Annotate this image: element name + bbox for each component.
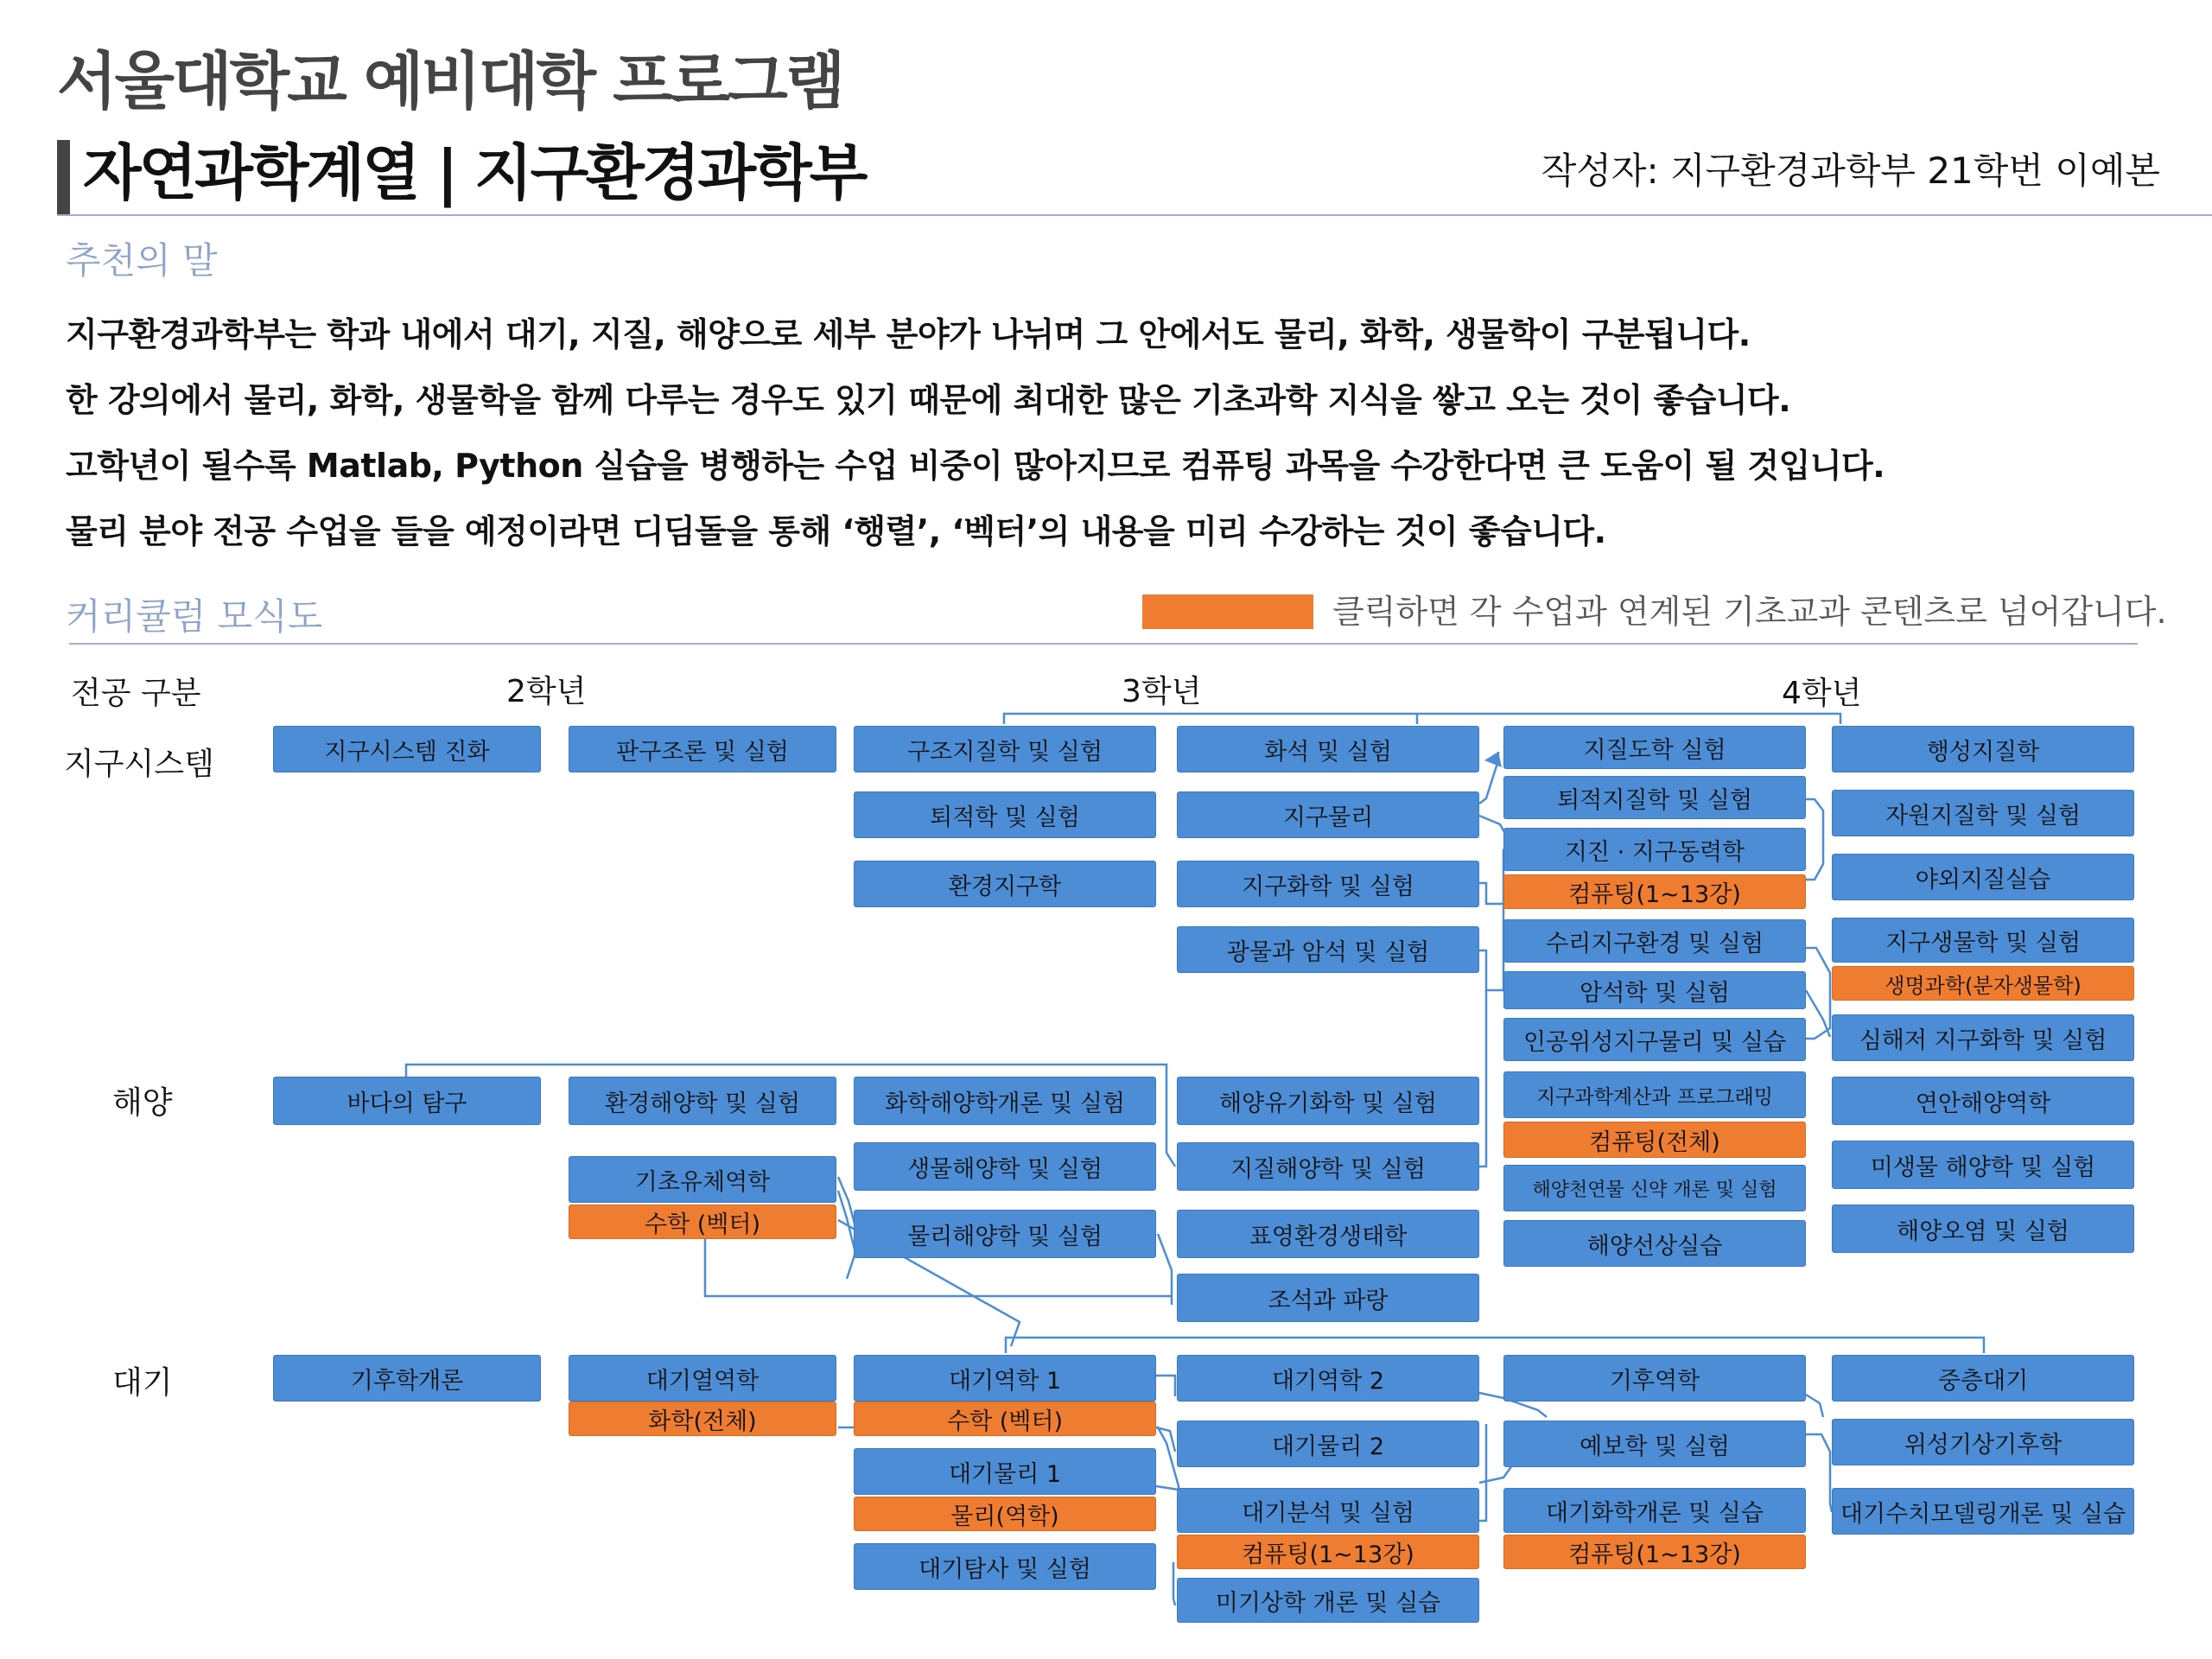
course-resource-geology[interactable]: 자원지질학 및 실험 bbox=[1832, 790, 2134, 836]
link-computing-atmos-analysis[interactable]: 컴퓨팅(1~13강) bbox=[1177, 1535, 1479, 1569]
course-satellite-meteorology[interactable]: 위성기상기후학 bbox=[1832, 1419, 2134, 1465]
link-math-vector[interactable]: 수학 (벡터) bbox=[569, 1205, 836, 1239]
course-atmospheric-dynamics-1[interactable]: 대기역학 1 bbox=[854, 1355, 1156, 1402]
course-plate-tectonics[interactable]: 판구조론 및 실험 bbox=[569, 726, 836, 772]
year4-header: 4학년 bbox=[1782, 676, 1862, 711]
course-earth-system-evolution[interactable]: 지구시스템 진화 bbox=[273, 726, 541, 772]
course-atmospheric-physics-1[interactable]: 대기물리 1 bbox=[854, 1448, 1156, 1495]
author-credit: 작성자: 지구환경과학부 21학번 이예본 bbox=[1541, 149, 2160, 192]
course-fossils[interactable]: 화석 및 실험 bbox=[1177, 726, 1479, 772]
course-chemical-oceanography[interactable]: 화학해양학개론 및 실험 bbox=[854, 1077, 1156, 1125]
course-marine-pollution[interactable]: 해양오염 및 실험 bbox=[1832, 1205, 2134, 1253]
link-computing-all[interactable]: 컴퓨팅(전체) bbox=[1503, 1122, 1806, 1158]
course-geophysics[interactable]: 지구물리 bbox=[1177, 791, 1479, 838]
course-microbial-oceanography[interactable]: 미생물 해양학 및 실험 bbox=[1832, 1141, 2134, 1189]
link-computing-1-13[interactable]: 컴퓨팅(1~13강) bbox=[1503, 874, 1806, 909]
course-atmospheric-observation[interactable]: 대기탐사 및 실험 bbox=[854, 1543, 1156, 1590]
program-title: 서울대학교 예비대학 프로그램 bbox=[57, 45, 843, 118]
course-fluid-mechanics[interactable]: 기초유체역학 bbox=[569, 1156, 836, 1203]
major-column-header: 전공 구분 bbox=[71, 676, 201, 711]
year3-header: 3학년 bbox=[1122, 674, 1202, 709]
course-field-geology[interactable]: 야외지질실습 bbox=[1832, 854, 2134, 900]
course-environmental-geoscience[interactable]: 환경지구학 bbox=[854, 861, 1156, 907]
course-hydrogeology[interactable]: 수리지구환경 및 실험 bbox=[1503, 919, 1806, 963]
course-geological-oceanography[interactable]: 지질해양학 및 실험 bbox=[1177, 1142, 1479, 1191]
course-seismology-geodynamics[interactable]: 지진 · 지구동력학 bbox=[1503, 828, 1806, 871]
course-micrometeorology[interactable]: 미기상학 개론 및 실습 bbox=[1177, 1578, 1479, 1623]
link-chemistry-all[interactable]: 화학(전체) bbox=[569, 1402, 836, 1436]
course-petrology[interactable]: 암석학 및 실험 bbox=[1503, 971, 1806, 1009]
course-weather-forecasting[interactable]: 예보학 및 실험 bbox=[1503, 1421, 1806, 1467]
course-climate-dynamics[interactable]: 기후역학 bbox=[1503, 1355, 1806, 1402]
link-math-vector-atmos[interactable]: 수학 (벡터) bbox=[854, 1402, 1156, 1436]
course-geobiology[interactable]: 지구생물학 및 실험 bbox=[1832, 918, 2134, 963]
course-satellite-geophysics[interactable]: 인공위성지구물리 및 실습 bbox=[1503, 1018, 1806, 1061]
department-title: 자연과학계열 | 지구환경과학부 bbox=[83, 137, 866, 208]
year2-header: 2학년 bbox=[506, 674, 587, 709]
course-physical-oceanography[interactable]: 물리해양학 및 실험 bbox=[854, 1210, 1156, 1258]
recommendation-heading: 추천의 말 bbox=[66, 239, 218, 282]
course-environmental-oceanography[interactable]: 환경해양학 및 실험 bbox=[569, 1077, 836, 1125]
recommendation-line-1: 지구환경과학부는 학과 내에서 대기, 지질, 해양으로 세부 분야가 나뉘며 그 안에서도 물리, 화학, 생물학이 구분됩니다. bbox=[66, 315, 1751, 353]
recommendation-line-2: 한 강의에서 물리, 화학, 생물학을 함께 다루는 경우도 있기 때문에 최대한 많은 기초과학 지식을 쌓고 오는 것이 좋습니다. bbox=[66, 381, 1791, 419]
course-tides-waves[interactable]: 조석과 파랑 bbox=[1177, 1274, 1479, 1322]
row-label-atmosphere: 대기 bbox=[112, 1365, 173, 1401]
course-marine-natural-products[interactable]: 해양천연물 신약 개론 및 실험 bbox=[1503, 1165, 1806, 1211]
course-geochemistry[interactable]: 지구화학 및 실험 bbox=[1177, 861, 1479, 907]
course-shipboard-practice[interactable]: 해양선상실습 bbox=[1503, 1220, 1806, 1267]
row-label-ocean: 해양 bbox=[112, 1085, 173, 1121]
recommendation-line-4: 물리 분야 전공 수업을 들을 예정이라면 디딤돌을 통해 ‘행렬’, ‘벡터’의 내용을 미리 수강하는 것이 좋습니다. bbox=[66, 512, 1606, 550]
course-atmospheric-analysis[interactable]: 대기분석 및 실험 bbox=[1177, 1488, 1479, 1533]
curriculum-heading: 커리큘럼 모식도 bbox=[66, 595, 323, 638]
course-planetary-geology[interactable]: 행성지질학 bbox=[1832, 726, 2134, 772]
course-atmospheric-dynamics-2[interactable]: 대기역학 2 bbox=[1177, 1355, 1479, 1402]
course-geoscience-computing[interactable]: 지구과학계산과 프로그래밍 bbox=[1503, 1071, 1806, 1118]
course-intro-climatology[interactable]: 기후학개론 bbox=[273, 1355, 541, 1402]
course-minerals-rocks[interactable]: 광물과 암석 및 실험 bbox=[1177, 926, 1479, 973]
course-structural-geology[interactable]: 구조지질학 및 실험 bbox=[854, 726, 1156, 772]
legend-text: 클릭하면 각 수업과 연계된 기초교과 콘텐츠로 넘어갑니다. bbox=[1332, 593, 2167, 631]
course-marine-organic-chemistry[interactable]: 해양유기화학 및 실험 bbox=[1177, 1077, 1479, 1125]
course-atmospheric-numerical-modeling[interactable]: 대기수치모델링개론 및 실습 bbox=[1832, 1488, 2134, 1535]
course-ocean-exploration[interactable]: 바다의 탐구 bbox=[273, 1077, 541, 1125]
course-pelagic-ecology[interactable]: 표영환경생태학 bbox=[1177, 1210, 1479, 1258]
link-physics-mechanics[interactable]: 물리(역학) bbox=[854, 1497, 1156, 1531]
row-label-earth-system: 지구시스템 bbox=[64, 747, 214, 782]
course-coastal-ocean-dynamics[interactable]: 연안해양역학 bbox=[1832, 1077, 2134, 1125]
course-sedimentology[interactable]: 퇴적학 및 실험 bbox=[854, 791, 1156, 838]
course-sedimentary-geology[interactable]: 퇴적지질학 및 실험 bbox=[1503, 776, 1806, 819]
link-computing-atmos-chemistry[interactable]: 컴퓨팅(1~13강) bbox=[1503, 1535, 1806, 1569]
link-molecular-biology[interactable]: 생명과학(분자생물학) bbox=[1832, 966, 2134, 1001]
course-geologic-map-lab[interactable]: 지질도학 실험 bbox=[1503, 726, 1806, 769]
course-atmospheric-physics-2[interactable]: 대기물리 2 bbox=[1177, 1421, 1479, 1467]
course-biological-oceanography[interactable]: 생물해양학 및 실험 bbox=[854, 1142, 1156, 1191]
recommendation-line-3: 고학년이 될수록 Matlab, Python 실습을 병행하는 수업 비중이 많아지므로 컴퓨팅 과목을 수강한다면 큰 도움이 될 것입니다. bbox=[66, 447, 1885, 485]
course-atmospheric-chemistry[interactable]: 대기화학개론 및 실습 bbox=[1503, 1488, 1806, 1533]
course-deep-sea-geochemistry[interactable]: 심해저 지구화학 및 실험 bbox=[1832, 1014, 2134, 1061]
course-middle-atmosphere[interactable]: 중층대기 bbox=[1832, 1355, 2134, 1402]
course-atmospheric-thermodynamics[interactable]: 대기열역학 bbox=[569, 1355, 836, 1402]
